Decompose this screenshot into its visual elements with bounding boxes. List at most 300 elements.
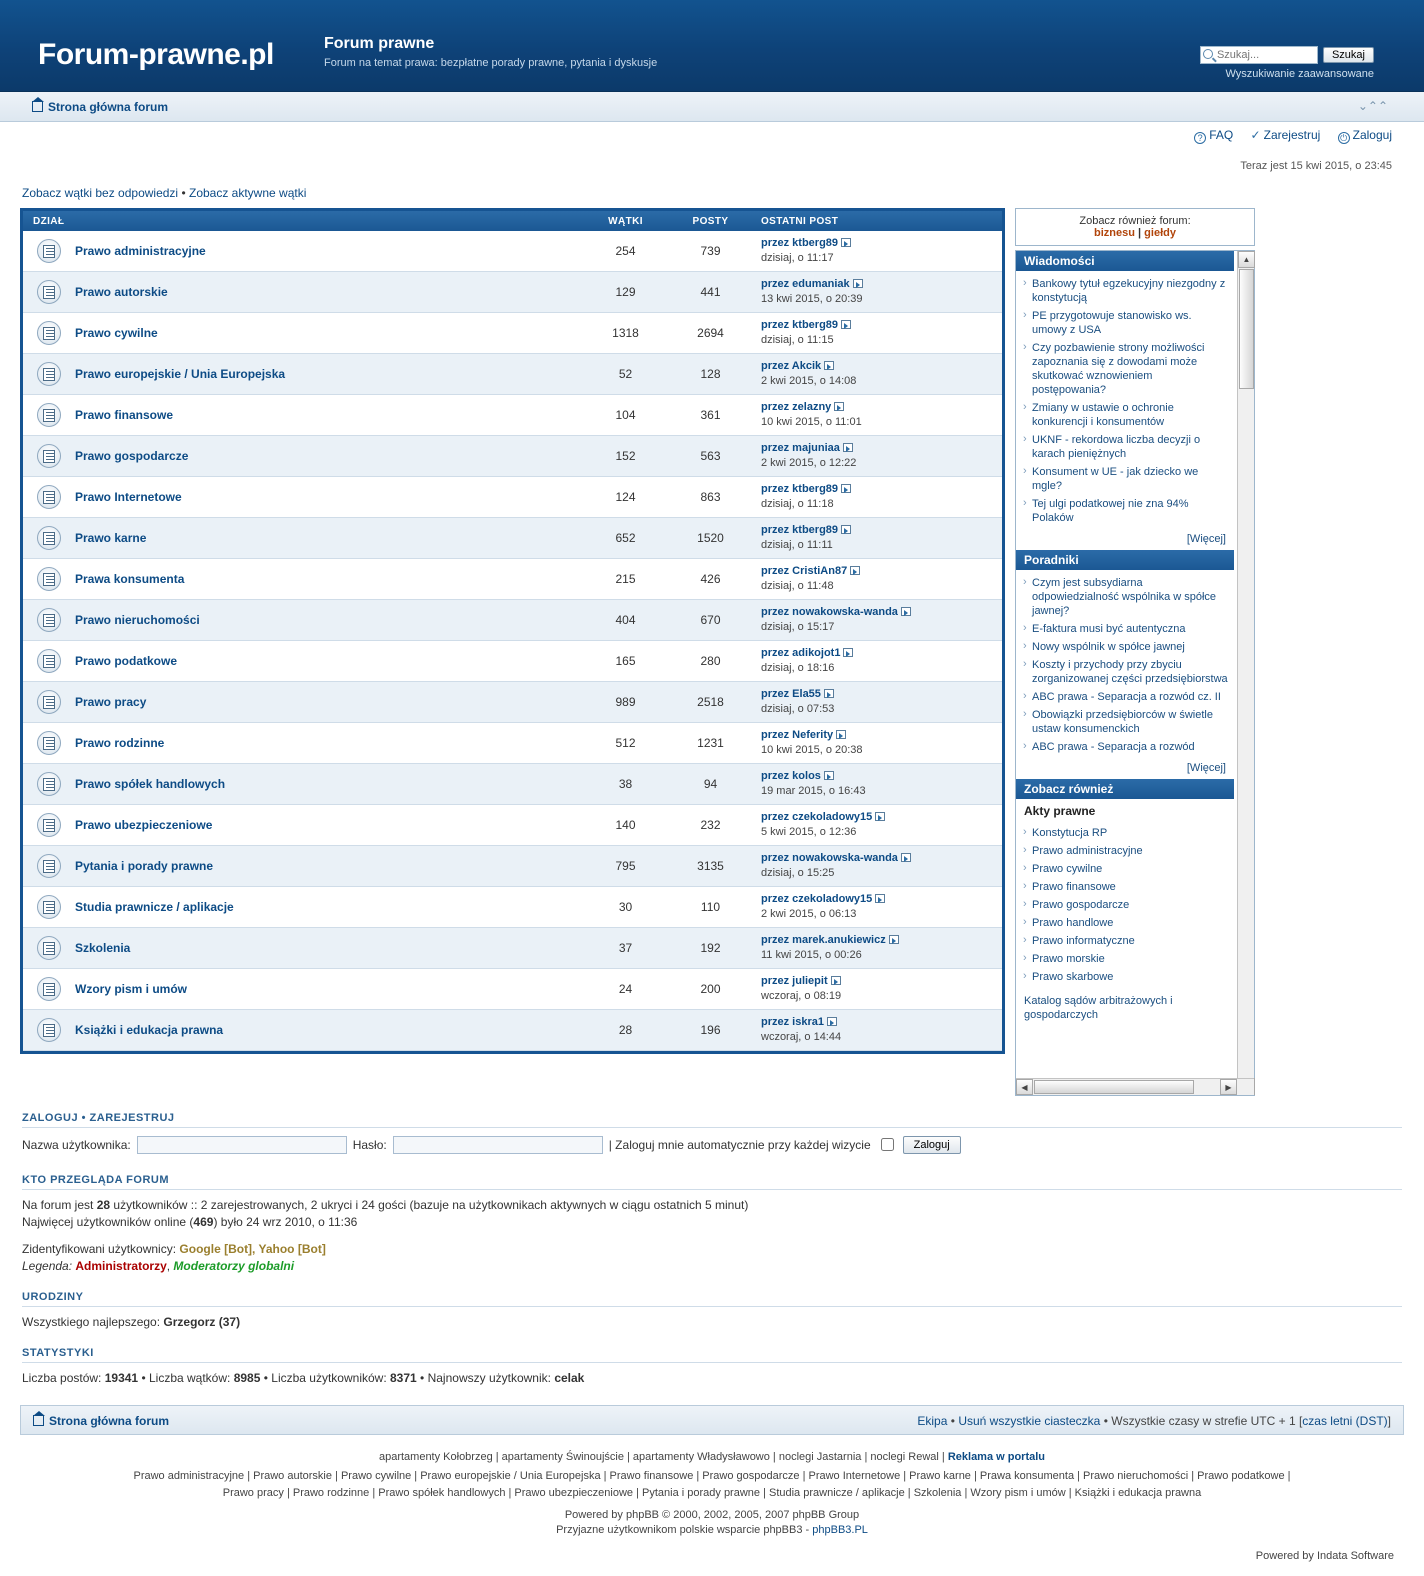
sidebar-news-item[interactable]: PE przygotowuje stanowisko ws. umowy z USA: [1032, 310, 1192, 336]
forum-posts-count: 3135: [697, 859, 724, 873]
list-item: [1022, 620, 1228, 638]
login-link[interactable]: [1338, 128, 1392, 142]
table-row: [23, 354, 1002, 395]
stat-topics-value: 8985: [233, 1371, 261, 1385]
sidebar-act-item[interactable]: Prawo finansowe: [1032, 881, 1116, 893]
list-item: [1022, 688, 1228, 706]
forum-topics-count: 795: [615, 859, 636, 873]
collapse-arrows-icon[interactable]: ⌄⌃⌃: [1357, 99, 1388, 113]
forum-link[interactable]: Prawo pracy: [75, 695, 147, 709]
footer-ads-last[interactable]: Reklama w portalu: [947, 1451, 1046, 1463]
footer-ads: [0, 1435, 1424, 1466]
register-label: Zarejestruj: [1263, 128, 1321, 142]
forum-folder: [23, 239, 75, 263]
sidebar-guides-more-label: [Więcej]: [1186, 762, 1226, 774]
table-row: [23, 395, 1002, 436]
search-button[interactable]: Szukaj: [1323, 47, 1374, 63]
sidebar-news-item[interactable]: Tej ulgi podatkowej nie zna 94% Polaków: [1032, 498, 1189, 524]
sidebar-act-item[interactable]: Prawo morskie: [1032, 953, 1105, 965]
lastpost-time: dzisiaj, o 11:17: [761, 252, 834, 264]
lastpost-author[interactable]: przez czekoladowy15: [761, 811, 873, 823]
table-row: [23, 272, 1002, 313]
forum-link[interactable]: Pytania i porady prawne: [75, 859, 214, 873]
breadcrumb-bar: [0, 92, 1424, 122]
dst-link[interactable]: czas letni (DST): [1302, 1414, 1388, 1428]
forum-topics-count: 38: [618, 777, 633, 791]
phpbb-pl-link[interactable]: phpBB3.PL: [812, 1524, 868, 1536]
record-count: 469: [193, 1215, 214, 1229]
sidebar-guide-item[interactable]: ABC prawa - Separacja a rozwód: [1032, 741, 1195, 753]
table-row: [23, 641, 1002, 682]
goto-lastpost-icon[interactable]: [875, 894, 885, 903]
forum-link[interactable]: Prawo podatkowe: [75, 654, 178, 668]
list-item: [1022, 950, 1228, 968]
advanced-search-link[interactable]: Wyszukiwanie zaawansowane: [1225, 68, 1374, 80]
powered-phpbb-pl: [0, 1523, 1424, 1538]
home-icon: [32, 101, 43, 112]
forum-folder: [23, 526, 75, 550]
faq-label: FAQ: [1209, 128, 1234, 142]
registered-users-value[interactable]: Google [Bot], Yahoo [Bot]: [179, 1242, 326, 1256]
login-section-title: [22, 1096, 1402, 1128]
forum-folder: [23, 321, 75, 345]
sidebar-news-title: Wiadomości: [1016, 251, 1234, 271]
forum-list-column: [20, 208, 1005, 1054]
team-link[interactable]: Ekipa: [917, 1414, 948, 1428]
goto-lastpost-icon[interactable]: [824, 771, 834, 780]
forum-posts-count: 200: [700, 982, 721, 996]
lastpost-time: dzisiaj, o 11:18: [761, 498, 834, 510]
footer-ads-line: apartamenty Kołobrzeg | apartamenty Świnoujście | apartamenty Władysławowo | noclegi Jastarnia | noclegi Rewal |: [378, 1451, 945, 1463]
forum-link[interactable]: Prawo rodzinne: [75, 736, 165, 750]
forum-name-cell: [75, 613, 583, 627]
table-row: [23, 928, 1002, 969]
lastpost-author[interactable]: przez nowakowska-wanda: [761, 606, 898, 618]
goto-lastpost-icon[interactable]: [836, 730, 846, 739]
sidebar-also-label: Zobacz również forum:: [1079, 215, 1191, 227]
stat-users-value: 8371: [390, 1371, 417, 1385]
forum-posts-count: 110: [700, 900, 721, 914]
online-count-line: [22, 1197, 1402, 1214]
list-item: [1022, 738, 1228, 756]
content-area: [0, 172, 1424, 1387]
birthdays-section: [20, 1275, 1404, 1331]
lastpost-author[interactable]: przez CristiAn87: [761, 565, 848, 577]
table-row: [23, 477, 1002, 518]
forum-folder: [23, 649, 75, 673]
goto-lastpost-icon[interactable]: [841, 238, 851, 247]
table-row: [23, 805, 1002, 846]
table-row: [23, 518, 1002, 559]
forum-lastpost-cell: [753, 974, 1002, 1004]
breadcrumb[interactable]: [32, 100, 168, 114]
sidebar-act-item[interactable]: Prawo administracyjne: [1032, 845, 1143, 857]
indata-credit: Powered by Indata Software: [1255, 1550, 1394, 1562]
forum-lastpost-cell: [753, 1015, 1002, 1045]
forum-name-cell: [75, 736, 583, 750]
timezone-text: Wszystkie czasy w strefie UTC + 1 [: [1111, 1414, 1303, 1428]
sidebar-guide-item[interactable]: Czym jest subsydiarna odpowiedzialność wspólnika w spółce jawnej?: [1032, 577, 1217, 617]
lastpost-author[interactable]: przez marek.anukiewicz: [761, 934, 886, 946]
search-input[interactable]: [1200, 46, 1318, 64]
sidebar-catalog-link[interactable]: Katalog sądów arbitrażowych i gospodarczych: [1024, 995, 1173, 1021]
sidebar-link-gieldy[interactable]: giełdy: [1144, 227, 1176, 239]
forum-topics-count: 215: [615, 572, 636, 586]
footer-links-line-2[interactable]: Prawo pracy | Prawo rodzinne | Prawo spółek handlowych | Prawo ubezpieczeniowe | Pytania i porady prawne | Studia prawnicze / aplikacje | Szkolenia | Wzory pism i umów | Książki i edukacja prawna: [222, 1487, 1202, 1499]
forum-lastpost-cell: [753, 851, 1002, 881]
unanswered-topics-link[interactable]: Zobacz wątki bez odpowiedzi: [22, 186, 179, 200]
forum-lastpost-cell: [753, 236, 1002, 266]
lastpost-time: dzisiaj, o 15:25: [761, 867, 835, 879]
folder-icon: [37, 567, 61, 591]
forum-topics-count: 30: [618, 900, 633, 914]
autologin-label: | Zaloguj mnie automatycznie przy każdej wizycie: [608, 1137, 871, 1152]
lastpost-time: 13 kwi 2015, o 20:39: [761, 293, 863, 305]
goto-lastpost-icon[interactable]: [901, 853, 911, 862]
sidebar-act-item[interactable]: Prawo handlowe: [1032, 917, 1114, 929]
sidebar-guide-item[interactable]: Obowiązki przedsiębiorców w świetle ustaw konsumenckich: [1032, 709, 1213, 735]
forum-posts-count: 192: [700, 941, 721, 955]
lastpost-author[interactable]: przez Neferity: [761, 729, 834, 741]
forum-link[interactable]: Studia prawnicze / aplikacje: [75, 900, 234, 914]
forum-link[interactable]: Książki i edukacja prawna: [75, 1023, 224, 1037]
timezone-end: ]: [1387, 1414, 1391, 1428]
forum-lastpost-cell: [753, 646, 1002, 676]
birthday-user[interactable]: Grzegorz (37): [163, 1315, 241, 1329]
check-icon: ✓: [1250, 128, 1261, 142]
goto-lastpost-icon[interactable]: [841, 484, 851, 493]
goto-lastpost-icon[interactable]: [824, 361, 834, 370]
forum-link[interactable]: Szkolenia: [75, 941, 131, 955]
forum-link[interactable]: Prawo nieruchomości: [75, 613, 200, 627]
forum-name-cell: [75, 408, 583, 422]
forum-name-cell: [75, 982, 583, 996]
lastpost-author[interactable]: przez adikojot1: [761, 647, 841, 659]
site-header: [0, 0, 1424, 92]
forum-posts-count: 280: [700, 654, 721, 668]
powered-by: [0, 1502, 1424, 1538]
forum-lastpost-cell: [753, 277, 1002, 307]
forum-lastpost-cell: [753, 933, 1002, 963]
goto-lastpost-icon[interactable]: [875, 812, 885, 821]
forum-topics-count: 989: [615, 695, 636, 709]
record-post: ) było 24 wrz 2010, o 11:36: [213, 1215, 358, 1229]
sidebar-act-item[interactable]: Prawo cywilne: [1032, 863, 1103, 875]
list-item: [1022, 860, 1228, 878]
lastpost-author[interactable]: przez iskra1: [761, 1016, 824, 1028]
lastpost-author[interactable]: przez zelazny: [761, 401, 832, 413]
list-item: [1022, 842, 1228, 860]
forum-lastpost-cell: [753, 687, 1002, 717]
lastpost-time: 10 kwi 2015, o 20:38: [761, 744, 863, 756]
forum-link[interactable]: Prawo Internetowe: [75, 490, 182, 504]
stat-sep-3: •: [420, 1371, 425, 1385]
lastpost-time: 10 kwi 2015, o 11:01: [761, 416, 862, 428]
sidebar-news-item[interactable]: UKNF - rekordowa liczba decyzji o karach pieniężnych: [1032, 434, 1201, 460]
forum-topics-count: 104: [615, 408, 636, 422]
sidebar-guides-more[interactable]: [1016, 762, 1234, 779]
birthdays-body: [22, 1314, 1402, 1331]
goto-lastpost-icon[interactable]: [843, 443, 853, 452]
sidebar-link-biznesu[interactable]: biznesu: [1094, 227, 1135, 239]
folder-icon: [37, 362, 61, 386]
forum-link[interactable]: Prawo autorskie: [75, 285, 168, 299]
folder-icon: [37, 854, 61, 878]
forum-folder: [23, 772, 75, 796]
login-title-link[interactable]: ZALOGUJ: [22, 1112, 79, 1124]
goto-lastpost-icon[interactable]: [901, 607, 911, 616]
forum-table-header: [23, 211, 1002, 231]
forum-folder: [23, 977, 75, 1001]
legend-label: Legenda:: [22, 1259, 76, 1273]
login-submit-button[interactable]: Zaloguj: [903, 1136, 961, 1154]
lastpost-author[interactable]: przez czekoladowy15: [761, 893, 873, 905]
forum-folder: [23, 690, 75, 714]
site-logo[interactable]: Forum-prawne.pl: [38, 38, 274, 71]
goto-lastpost-icon[interactable]: [841, 320, 851, 329]
lastpost-author[interactable]: przez kolos: [761, 770, 821, 782]
lastpost-author[interactable]: przez ktberg89: [761, 483, 839, 495]
forum-posts-count: 94: [703, 777, 718, 791]
sidebar-horizontal-scrollbar[interactable]: [1016, 1078, 1254, 1095]
folder-icon: [37, 403, 61, 427]
list-item: [1022, 968, 1228, 986]
goto-lastpost-icon[interactable]: [850, 566, 860, 575]
password-label: Hasło:: [352, 1137, 387, 1152]
folder-icon: [37, 813, 61, 837]
list-item: [1022, 878, 1228, 896]
forum-link[interactable]: Prawo karne: [75, 531, 147, 545]
forum-folder: [23, 280, 75, 304]
sidebar-also-box: [1015, 208, 1255, 246]
powered-phpbb: Powered by phpBB © 2000, 2002, 2005, 2007 phpBB Group: [564, 1509, 860, 1521]
forum-table: [20, 208, 1005, 1054]
breadcrumb-label: Strona główna forum: [48, 100, 168, 114]
lastpost-author[interactable]: przez majuniaa: [761, 442, 840, 454]
sidebar-news-more[interactable]: [1016, 533, 1234, 550]
forum-link[interactable]: Prawo administracyjne: [75, 244, 206, 258]
username-input[interactable]: [137, 1136, 347, 1154]
statistics-section: [20, 1331, 1404, 1387]
table-row: [23, 887, 1002, 928]
forum-topics-count: 24: [618, 982, 633, 996]
goto-lastpost-icon[interactable]: [853, 279, 863, 288]
sidebar-also-links: [1020, 227, 1250, 239]
user-links: [1180, 128, 1392, 142]
forum-name-cell: [75, 531, 583, 545]
legend-administrators[interactable]: Administratorzy: [75, 1259, 167, 1273]
forum-posts-count: 426: [700, 572, 721, 586]
sidebar-guide-item[interactable]: Nowy wspólnik w spółce jawnej: [1032, 641, 1185, 653]
folder-icon: [37, 895, 61, 919]
who-is-online-title: KTO PRZEGLĄDA FORUM: [22, 1158, 1402, 1190]
table-row: [23, 723, 1002, 764]
forum-lastpost-cell: [753, 605, 1002, 635]
lastpost-time: 11 kwi 2015, o 00:26: [761, 949, 862, 961]
login-section: [20, 1096, 1404, 1158]
forum-topics-count: 152: [615, 449, 636, 463]
list-item: [1022, 275, 1228, 307]
forum-topics-count: 129: [615, 285, 636, 299]
scroll-right-icon[interactable]: ▶: [1220, 1079, 1237, 1095]
forum-topics-count: 512: [615, 736, 636, 750]
goto-lastpost-icon[interactable]: [824, 689, 834, 698]
sidebar-guides-list: [1016, 570, 1234, 762]
sidebar-act-item[interactable]: Konstytucja RP: [1032, 827, 1108, 839]
lastpost-author[interactable]: przez Akcik: [761, 360, 822, 372]
list-item: [1022, 932, 1228, 950]
lastpost-time: 2 kwi 2015, o 12:22: [761, 457, 857, 469]
lastpost-author[interactable]: przez ktberg89: [761, 319, 839, 331]
quicklinks-separator: •: [181, 186, 186, 200]
delete-cookies-link[interactable]: Usuń wszystkie ciasteczka: [958, 1414, 1101, 1428]
sidebar-vertical-scrollbar[interactable]: [1237, 251, 1254, 1095]
power-icon: ⏻: [1338, 132, 1350, 144]
stat-sep-2: •: [263, 1371, 268, 1385]
sidebar-news-item[interactable]: Konsument w UE - jak dziecko we mgle?: [1032, 466, 1199, 492]
table-row: [23, 682, 1002, 723]
forum-name-cell: [75, 285, 583, 299]
forum-folder: [23, 608, 75, 632]
forum-folder: [23, 936, 75, 960]
sidebar-guides-title: Poradniki: [1016, 550, 1234, 570]
powered-pl-text: Przyjazne użytkownikom polskie wsparcie phpBB3 -: [556, 1524, 813, 1536]
search-icon: [1203, 49, 1213, 59]
folder-icon: [37, 1018, 61, 1042]
sidebar-guide-item[interactable]: Koszty i przychody przy zbyciu zorganizowanej części przedsiębiorstwa: [1032, 659, 1228, 685]
forum-lastpost-cell: [753, 318, 1002, 348]
forum-link[interactable]: Prawo cywilne: [75, 326, 158, 340]
scroll-up-icon[interactable]: ▲: [1238, 251, 1255, 268]
list-item: [1022, 463, 1228, 495]
stat-posts-value: 19341: [104, 1371, 139, 1385]
register-link[interactable]: [1251, 128, 1321, 142]
goto-lastpost-icon[interactable]: [827, 1017, 837, 1026]
forum-lastpost-cell: [753, 810, 1002, 840]
legend-moderators[interactable]: Moderatorzy globalni: [173, 1259, 295, 1273]
birthdays-text: Wszystkiego najlepszego:: [22, 1315, 164, 1329]
forum-link[interactable]: Prawo spółek handlowych: [75, 777, 226, 791]
goto-lastpost-icon[interactable]: [889, 935, 899, 944]
stat-newest-label: Najnowszy użytkownik:: [427, 1371, 555, 1385]
forum-topics-count: 140: [615, 818, 636, 832]
online-count: 28: [96, 1198, 111, 1212]
login-form: [22, 1135, 1402, 1158]
goto-lastpost-icon[interactable]: [843, 648, 853, 657]
lastpost-time: 19 mar 2015, o 16:43: [761, 785, 866, 797]
forum-folder: [23, 403, 75, 427]
footer-home-link[interactable]: [33, 1414, 169, 1428]
autologin-checkbox[interactable]: [881, 1138, 894, 1151]
site-title: Forum prawne: [324, 35, 435, 52]
footer-bar: [20, 1405, 1404, 1435]
faq-link[interactable]: [1194, 128, 1233, 142]
sidebar-guide-item[interactable]: E-faktura musi być autentyczna: [1032, 623, 1186, 635]
forum-posts-count: 128: [700, 367, 721, 381]
col-header-posts: POSTY: [692, 215, 729, 227]
forum-link[interactable]: Prawo finansowe: [75, 408, 174, 422]
stat-posts-label: Liczba postów:: [22, 1371, 105, 1385]
forum-link[interactable]: Wzory pism i umów: [75, 982, 188, 996]
sidebar-guide-item[interactable]: ABC prawa - Separacja a rozwód cz. II: [1032, 691, 1221, 703]
forum-folder: [23, 1018, 75, 1042]
forum-lastpost-cell: [753, 728, 1002, 758]
lastpost-time: dzisiaj, o 11:11: [761, 539, 833, 551]
forum-folder: [23, 813, 75, 837]
footer-right-links: [917, 1414, 1391, 1428]
list-item: [1022, 914, 1228, 932]
sidebar-news-more-label: [Więcej]: [1186, 533, 1226, 545]
sidebar-act-item[interactable]: Prawo gospodarcze: [1032, 899, 1130, 911]
forum-name-cell: [75, 490, 583, 504]
password-input[interactable]: [393, 1136, 603, 1154]
sidebar-news-item[interactable]: Bankowy tytuł egzekucyjny niezgodny z konstytucją: [1032, 278, 1226, 304]
forum-name-cell: [75, 244, 583, 258]
sidebar-news-item[interactable]: Czy pozbawienie strony możliwości zapoznania się z dowodami może skutkować wznowieniem postępowania?: [1032, 342, 1205, 396]
footer-links-line-1[interactable]: Prawo administracyjne | Prawo autorskie | Prawo cywilne | Prawo europejskie / Unia Europejska | Prawo finansowe | Prawo gospodarcze | Prawo Internetowe | Prawo karne | Prawa konsumenta | Prawo nieruchomości | Prawo podatkowe |: [133, 1470, 1291, 1482]
forum-name-cell: [75, 572, 583, 586]
sidebar-also-sep: |: [1138, 227, 1142, 239]
online-count-pre: Na forum jest: [22, 1198, 97, 1212]
goto-lastpost-icon[interactable]: [831, 976, 841, 985]
forum-folder: [23, 567, 75, 591]
lastpost-author[interactable]: przez Ela55: [761, 688, 821, 700]
sidebar-seealso-list: [1016, 820, 1234, 992]
list-item: [1022, 824, 1228, 842]
forum-link[interactable]: Prawo europejskie / Unia Europejska: [75, 367, 286, 381]
login-label: Zaloguj: [1352, 128, 1392, 142]
lastpost-author[interactable]: przez nowakowska-wanda: [761, 852, 898, 864]
active-topics-link[interactable]: Zobacz aktywne wątki: [188, 186, 307, 200]
sidebar-act-item[interactable]: Prawo skarbowe: [1032, 971, 1114, 983]
forum-link[interactable]: Prawo ubezpieczeniowe: [75, 818, 213, 832]
forum-lastpost-cell: [753, 564, 1002, 594]
lastpost-author[interactable]: przez ktberg89: [761, 237, 839, 249]
forum-name-cell: [75, 695, 583, 709]
goto-lastpost-icon[interactable]: [834, 402, 844, 411]
forum-link[interactable]: Prawo gospodarcze: [75, 449, 189, 463]
lastpost-author[interactable]: przez ktberg89: [761, 524, 839, 536]
list-item: [1022, 706, 1228, 738]
table-row: [23, 313, 1002, 354]
sidebar-news-item[interactable]: Zmiany w ustawie o ochronie konkurencji i konsumentów: [1032, 402, 1174, 428]
forum-name-cell: [75, 859, 583, 873]
vertical-scroll-thumb[interactable]: [1239, 269, 1254, 389]
sidebar-act-item[interactable]: Prawo informatyczne: [1032, 935, 1135, 947]
list-item: [1022, 495, 1228, 527]
forum-link[interactable]: Prawa konsumenta: [75, 572, 185, 586]
scroll-left-icon[interactable]: ◀: [1016, 1079, 1033, 1095]
goto-lastpost-icon[interactable]: [841, 525, 851, 534]
forum-name-cell: [75, 941, 583, 955]
lastpost-author[interactable]: przez edumaniak: [761, 278, 850, 290]
list-item: [1022, 656, 1228, 688]
forum-posts-count: 441: [700, 285, 721, 299]
sidebar-seealso-subtitle: Akty prawne: [1024, 804, 1096, 818]
folder-icon: [37, 977, 61, 1001]
horizontal-scroll-thumb[interactable]: [1034, 1080, 1194, 1094]
forum-posts-count: 863: [700, 490, 721, 504]
register-title-link[interactable]: ZAREJESTRUJ: [89, 1112, 175, 1124]
lastpost-author[interactable]: przez juliepit: [761, 975, 828, 987]
home-icon-footer: [33, 1415, 44, 1426]
stat-newest-value[interactable]: celak: [554, 1371, 585, 1385]
folder-icon: [37, 936, 61, 960]
col-header-lastpost: OSTATNI POST: [761, 215, 839, 227]
lastpost-time: dzisiaj, o 15:17: [761, 621, 835, 633]
forum-name-cell: [75, 326, 583, 340]
list-item: [1022, 574, 1228, 620]
